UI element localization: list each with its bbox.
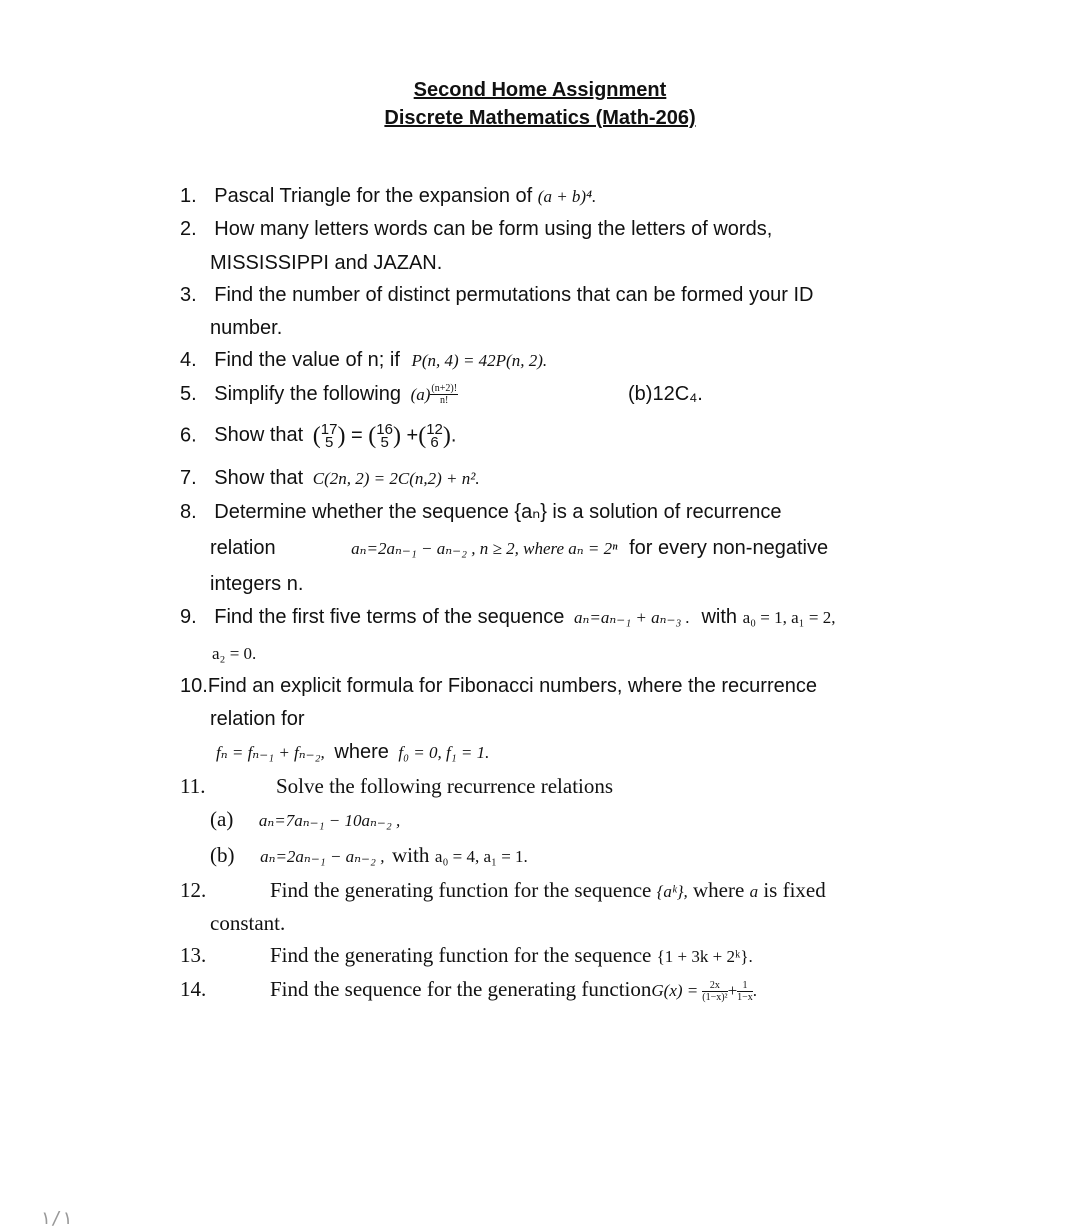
question-text-rest: for every non-negative bbox=[629, 537, 829, 559]
period: . bbox=[752, 981, 758, 1000]
part-b-label: (b) bbox=[210, 843, 235, 867]
question-text: How many letters words can be form using the letters of words, bbox=[214, 218, 773, 240]
question-11 bbox=[180, 774, 614, 798]
question-number: 7. bbox=[180, 467, 197, 489]
question-number: 11. bbox=[180, 774, 206, 798]
page-subtitle: Discrete Mathematics (Math-206) bbox=[384, 107, 696, 129]
question-14 bbox=[180, 977, 758, 1003]
question-number: 10. bbox=[180, 675, 208, 697]
question-8-line-3: integers n. bbox=[210, 573, 304, 595]
binomial bbox=[321, 423, 338, 449]
fraction bbox=[430, 383, 458, 406]
fraction bbox=[702, 980, 727, 1003]
question-number: 12. bbox=[180, 878, 207, 902]
question-math: {1 + 3k + 2ᵏ}. bbox=[656, 947, 753, 966]
question-11-part-a bbox=[210, 807, 400, 833]
question-5-part-b: (b)12C₄. bbox=[628, 383, 703, 405]
question-3-line-2: number. bbox=[210, 317, 283, 339]
question-1 bbox=[180, 184, 596, 209]
with-label: with bbox=[701, 606, 738, 628]
binomial bbox=[426, 423, 443, 449]
part-b-math: aₙ=2aₙ₋₁ − aₙ₋₂ , bbox=[260, 847, 385, 866]
question-math: G(x) = bbox=[651, 981, 699, 1000]
question-number: 2. bbox=[180, 218, 197, 240]
question-number: 4. bbox=[180, 349, 197, 371]
fraction bbox=[737, 980, 753, 1003]
binomial bbox=[376, 423, 393, 449]
fraction-numerator: (n+2)! bbox=[431, 383, 458, 395]
question-number: 8. bbox=[180, 501, 197, 523]
question-number: 1. bbox=[180, 185, 197, 207]
fraction-numerator: 2x bbox=[702, 980, 727, 992]
binomial-bottom: 6 bbox=[430, 434, 439, 451]
question-text: Determine whether the sequence {aₙ} is a solution of recurrence bbox=[214, 501, 782, 523]
question-text: Simplify the following bbox=[214, 383, 401, 405]
part-a-math: aₙ=7aₙ₋₁ − 10aₙ₋₂ , bbox=[258, 811, 401, 830]
question-text-group bbox=[270, 878, 826, 904]
fraction-denominator: (1−x)² bbox=[702, 991, 728, 1003]
question-math: {aᵏ}, bbox=[656, 882, 688, 901]
question-text: Find the generating function for the sequence bbox=[270, 878, 652, 902]
where-label: where bbox=[334, 741, 389, 763]
question-number: 6. bbox=[180, 424, 197, 447]
question-text: Pascal Triangle for the expansion of bbox=[214, 185, 533, 207]
question-text: Find the sequence for the generating function bbox=[270, 977, 652, 1001]
question-text: Find the number of distinct permutations that can be formed your ID bbox=[214, 284, 814, 306]
initial-conditions: f₀ = 0, f₁ = 1. bbox=[398, 743, 490, 762]
constant-a: a bbox=[749, 882, 759, 901]
fraction-numerator: 1 bbox=[737, 980, 753, 992]
question-8-line-2 bbox=[210, 536, 828, 561]
binomial-bottom: 5 bbox=[380, 434, 389, 451]
plus-sign: + bbox=[727, 981, 738, 1000]
where-label: where bbox=[693, 878, 745, 902]
question-6: 6. Show that ( 17 5 ) = ( 16 5 ) +( 12 6 ). bbox=[180, 421, 457, 451]
question-2 bbox=[180, 217, 772, 241]
question-text-group bbox=[270, 943, 753, 969]
question-12 bbox=[180, 878, 826, 902]
page-number: ۱/۱ bbox=[40, 1208, 73, 1229]
question-number: 9. bbox=[180, 606, 197, 628]
fraction-denominator: 1−x bbox=[737, 991, 753, 1003]
question-9-line-2: a₂ = 0. bbox=[212, 644, 257, 663]
header bbox=[0, 76, 1080, 132]
question-text: Find the first five terms of the sequence bbox=[214, 606, 565, 628]
with-label: with bbox=[392, 843, 430, 867]
question-9 bbox=[180, 605, 835, 630]
binomial-top: 12 bbox=[426, 421, 443, 438]
binomial-bottom: 5 bbox=[324, 434, 334, 451]
question-number: 14. bbox=[180, 977, 207, 1001]
question-8 bbox=[180, 500, 781, 524]
question-4 bbox=[180, 348, 547, 373]
question-number: 13. bbox=[180, 943, 207, 967]
question-13 bbox=[180, 943, 753, 967]
binomial-top: 16 bbox=[376, 421, 393, 438]
question-text: Find the value of n; if bbox=[214, 349, 400, 371]
question-text: Solve the following recurrence relations bbox=[276, 774, 614, 798]
question-7 bbox=[180, 466, 480, 491]
page-title: Second Home Assignment bbox=[413, 79, 667, 101]
question-text-group bbox=[270, 977, 757, 1003]
relation-label: relation bbox=[210, 537, 276, 559]
equals-sign: = bbox=[351, 424, 363, 447]
question-10-line-2: relation for bbox=[210, 708, 305, 730]
question-10 bbox=[180, 674, 817, 698]
period: . bbox=[450, 424, 457, 447]
plus-sign: + bbox=[406, 424, 419, 447]
binomial-top: 17 bbox=[320, 421, 338, 438]
question-math: (a + b)⁴. bbox=[537, 187, 597, 206]
question-11-part-b bbox=[210, 843, 528, 869]
question-text: Show that bbox=[214, 424, 304, 447]
initial-conditions: a₀ = 4, a₁ = 1. bbox=[434, 847, 528, 866]
question-text-rest: is fixed bbox=[763, 878, 826, 902]
question-12-line-2: constant. bbox=[210, 911, 286, 935]
part-a-label: (a) bbox=[410, 385, 431, 404]
question-2-line-2: MISSISSIPPI and JAZAN. bbox=[210, 252, 443, 274]
question-5 bbox=[180, 382, 458, 407]
question-text: Find an explicit formula for Fibonacci numbers, where the recurrence bbox=[207, 675, 817, 697]
part-a-label: (a) bbox=[210, 807, 234, 831]
question-number: 3. bbox=[180, 284, 197, 306]
question-math: fₙ = fₙ₋₁ + fₙ₋₂, bbox=[216, 743, 325, 762]
question-math: aₙ=aₙ₋₁ + aₙ₋₃ . bbox=[573, 608, 690, 627]
question-math: C(2n, 2) = 2C(n,2) + n². bbox=[312, 469, 480, 488]
question-math: aₙ=2aₙ₋₁ − aₙ₋₂ , n ≥ 2, where aₙ = 2ⁿ bbox=[351, 539, 618, 558]
question-10-line-3 bbox=[216, 740, 489, 765]
question-number: 5. bbox=[180, 383, 197, 405]
question-3 bbox=[180, 283, 813, 307]
question-text: Show that bbox=[214, 467, 304, 489]
question-text: Find the generating function for the sequence bbox=[270, 943, 652, 967]
initial-conditions: a₀ = 1, a₁ = 2, bbox=[742, 608, 836, 627]
fraction-denominator: n! bbox=[440, 395, 449, 407]
question-math: P(n, 4) = 42P(n, 2). bbox=[411, 351, 548, 370]
